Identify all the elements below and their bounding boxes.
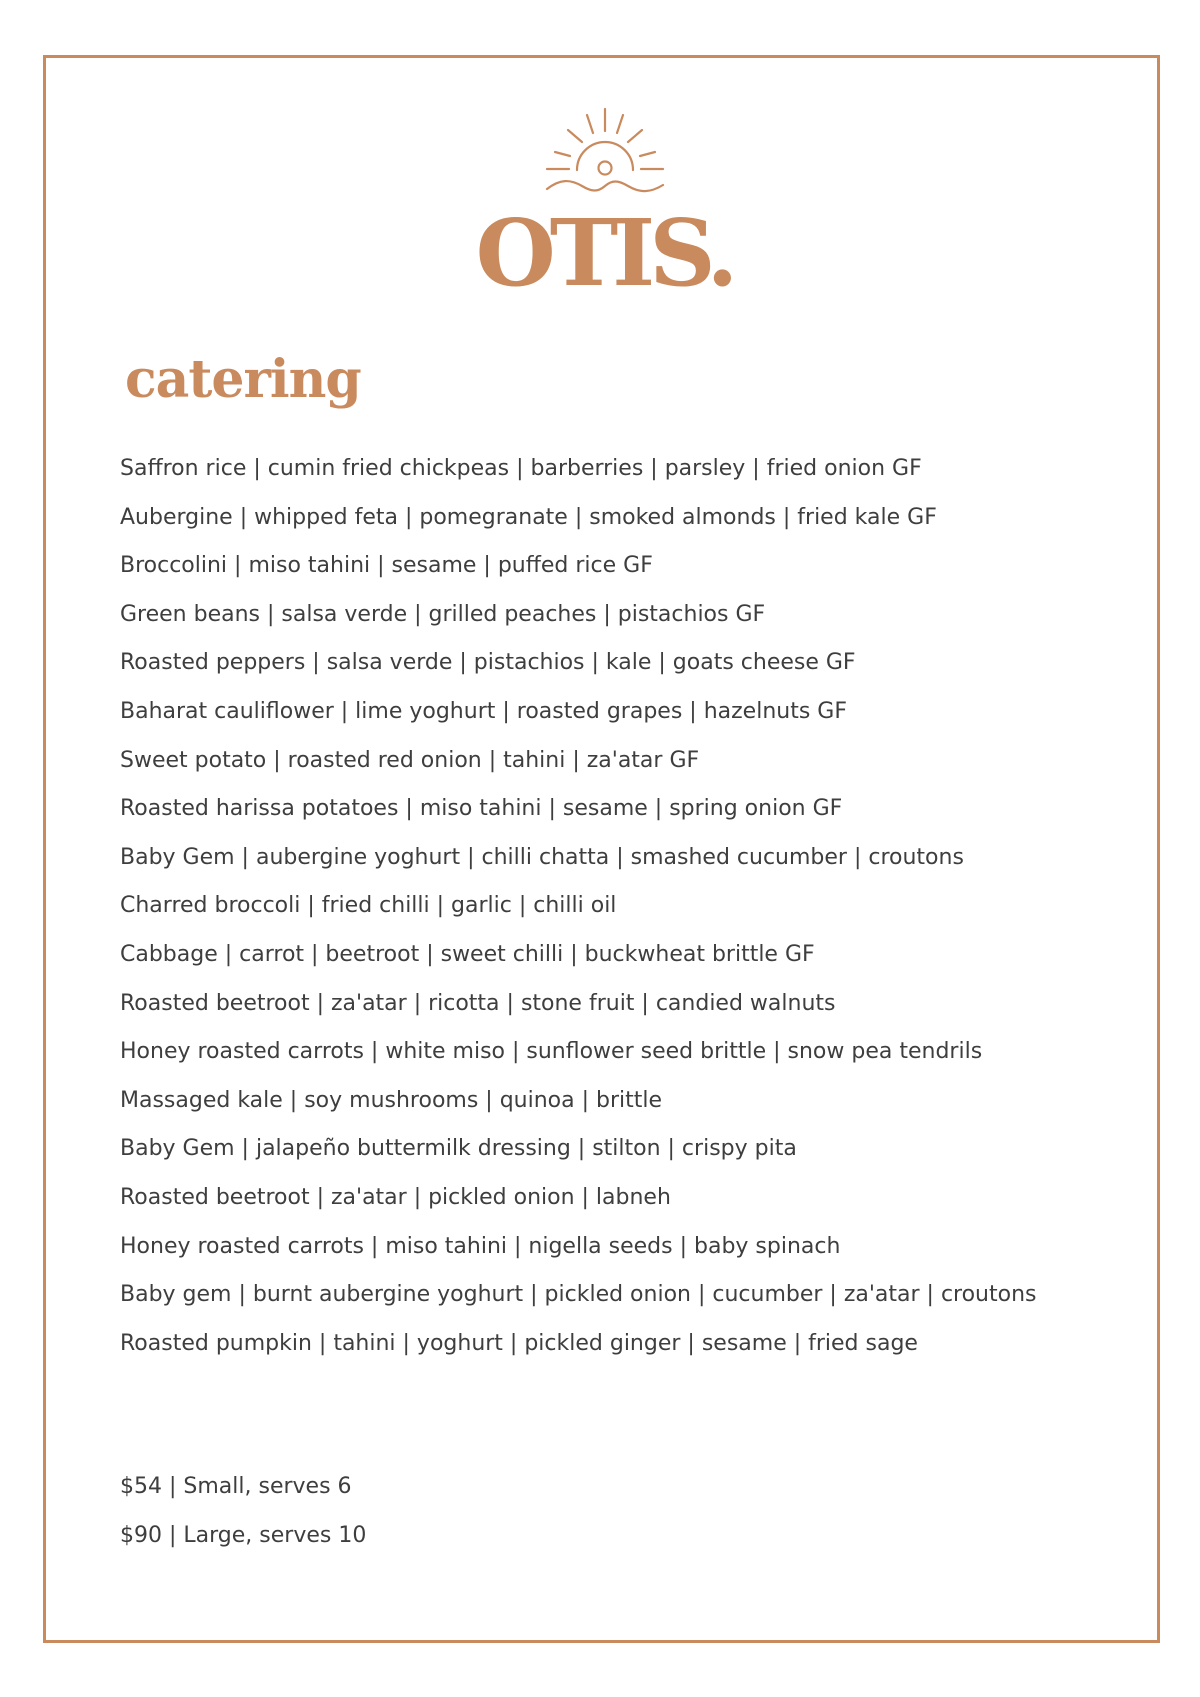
menu-item: Roasted harissa potatoes | miso tahini | sesame | spring onion GF [120, 796, 843, 822]
menu-item: Roasted beetroot | za'atar | ricotta | stone fruit | candied walnuts [120, 990, 836, 1016]
menu-item: Cabbage | carrot | beetroot | sweet chilli | buckwheat brittle GF [120, 941, 815, 967]
menu-item: Roasted pumpkin | tahini | yoghurt | pickled ginger | sesame | fried sage [120, 1330, 918, 1356]
menu-item: Baby Gem | aubergine yoghurt | chilli chatta | smashed cucumber | croutons [120, 844, 964, 870]
price-small: $54 | Small, serves 6 [120, 1474, 352, 1499]
menu-item: Roasted peppers | salsa verde | pistachios | kale | goats cheese GF [120, 650, 856, 676]
menu-item: Baby Gem | jalapeño buttermilk dressing | stilton | crispy pita [120, 1136, 797, 1162]
menu-item: Broccolini | miso tahini | sesame | puffed rice GF [120, 553, 653, 579]
price-list [120, 1468, 366, 1565]
menu-item: Honey roasted carrots | miso tahini | nigella seeds | baby spinach [120, 1233, 841, 1259]
menu-item: Saffron rice | cumin fried chickpeas | barberries | parsley | fried onion GF [120, 456, 922, 481]
menu-item: Baharat cauliflower | lime yoghurt | roasted grapes | hazelnuts GF [120, 698, 847, 724]
sun-over-waves-icon [530, 106, 680, 211]
section-title: catering [125, 349, 361, 410]
menu-list [120, 450, 1037, 1373]
menu-item: Baby gem | burnt aubergine yoghurt | pickled onion | cucumber | za'atar | croutons [120, 1282, 1037, 1308]
price-large: $90 | Large, serves 10 [120, 1522, 367, 1548]
menu-item: Aubergine | whipped feta | pomegranate | smoked almonds | fried kale GF [120, 504, 937, 530]
menu-item: Massaged kale | soy mushrooms | quinoa | brittle [120, 1087, 663, 1113]
menu-item: Green beans | salsa verde | grilled peaches | pistachios GF [120, 601, 766, 627]
brand-logo-text: OTIS. [475, 199, 733, 307]
menu-item: Charred broccoli | fried chilli | garlic | chilli oil [120, 893, 617, 919]
menu-item: Roasted beetroot | za'atar | pickled onion | labneh [120, 1184, 671, 1210]
menu-item: Honey roasted carrots | white miso | sunflower seed brittle | snow pea tendrils [120, 1039, 983, 1065]
menu-item: Sweet potato | roasted red onion | tahini | za'atar GF [120, 747, 700, 773]
